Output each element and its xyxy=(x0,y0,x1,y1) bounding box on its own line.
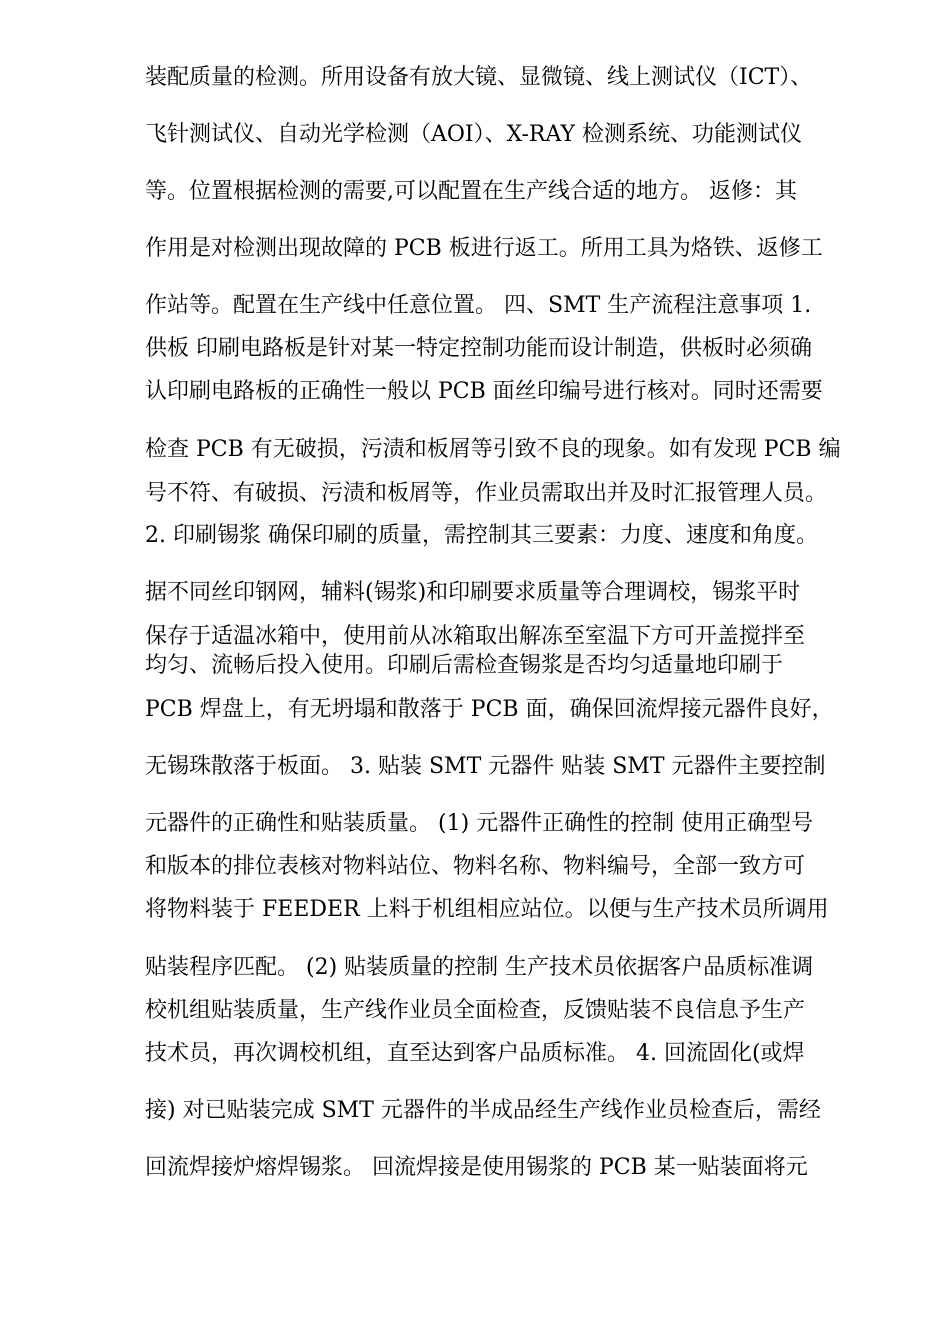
text-line: 供板 印刷电路板是针对某一特定控制功能而设计制造，供板时必须确 xyxy=(145,336,812,361)
text-line: 等。位置根据检测的需要,可以配置在生产线合适的地方。 返修：其 xyxy=(145,179,797,204)
text-line: 据不同丝印钢网，辅料(锡浆)和印刷要求质量等合理调校，锡浆平时 xyxy=(145,580,801,605)
text-line: 飞针测试仪、自动光学检测（AOI）、X-RAY 检测系统、功能测试仪 xyxy=(145,122,803,147)
text-line: 作站等。配置在生产线中任意位置。 四、SMT 生产流程注意事项 1. xyxy=(145,293,812,318)
text-line: 回流焊接炉熔焊锡浆。 回流焊接是使用锡浆的 PCB 某一贴装面将元 xyxy=(145,1155,808,1180)
text-line: 认印刷电路板的正确性一般以 PCB 面丝印编号进行核对。同时还需要 xyxy=(145,379,823,404)
text-line: 校机组贴装质量，生产线作业员全面检查，反馈贴装不良信息予生产 xyxy=(145,998,806,1023)
text-line: 检查 PCB 有无破损，污渍和板屑等引致不良的现象。如有发现 PCB 编 xyxy=(145,437,841,462)
text-line: 和版本的排位表核对物料站位、物料名称、物料编号，全部一致方可 xyxy=(145,854,806,879)
text-line: 均匀、流畅后投入使用。印刷后需检查锡浆是否均匀适量地印刷于 xyxy=(145,653,784,678)
text-line: 技术员，再次调校机组，直至达到客户品质标准。 4. 回流固化(或焊 xyxy=(145,1041,805,1066)
text-line: PCB 焊盘上，有无坍塌和散落于 PCB 面，确保回流焊接元器件良好， xyxy=(145,697,834,722)
text-line: 装配质量的检测。所用设备有放大镜、显微镜、线上测试仪（ICT）、 xyxy=(145,65,813,90)
text-line: 无锡珠散落于板面。 3. 贴装 SMT 元器件 贴装 SMT 元器件主要控制 xyxy=(145,754,826,779)
text-line: 号不符、有破损、污渍和板屑等，作业员需取出并及时汇报管理人员。 xyxy=(145,481,828,506)
text-line: 元器件的正确性和贴装质量。 (1) 元器件正确性的控制 使用正确型号 xyxy=(145,811,814,836)
text-line: 保存于适温冰箱中，使用前从冰箱取出解冻至室温下方可开盖搅拌至 xyxy=(145,624,806,649)
text-line: 将物料装于 FEEDER 上料于机组相应站位。以便与生产技术员所调用 xyxy=(145,897,829,922)
text-line: 接) 对已贴装完成 SMT 元器件的半成品经生产线作业员检查后，需经 xyxy=(145,1098,821,1123)
text-line: 贴装程序匹配。 (2) 贴装质量的控制 生产技术员依据客户品质标准调 xyxy=(145,955,814,980)
text-line: 2. 印刷锡浆 确保印刷的质量，需控制其三要素：力度、速度和角度。 xyxy=(145,523,818,548)
text-line: 作用是对检测出现故障的 PCB 板进行返工。所用工具为烙铁、返修工 xyxy=(145,236,823,261)
